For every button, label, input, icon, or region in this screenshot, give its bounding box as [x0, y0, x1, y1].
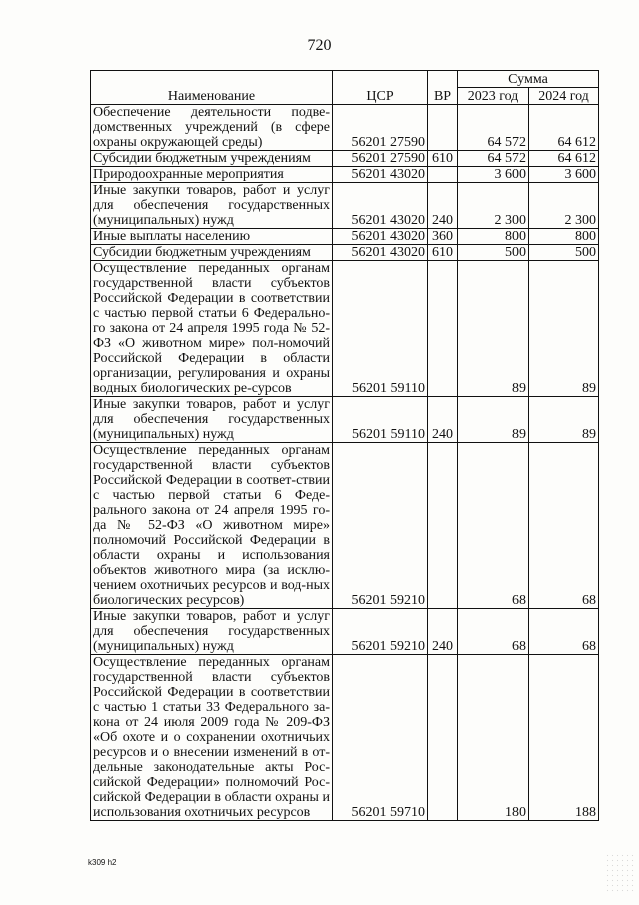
row-sum-2024: 64 612 — [529, 151, 599, 167]
row-sum-2023: 500 — [458, 245, 529, 261]
row-csr: 56201 59710 — [333, 655, 428, 821]
row-sum-2024: 89 — [529, 397, 599, 443]
row-csr: 56201 43020 — [333, 183, 428, 229]
row-csr: 56201 43020 — [333, 229, 428, 245]
table-row — [91, 167, 599, 183]
row-name: Субсидии бюджетным учреждениям — [91, 245, 333, 261]
row-vr: 610 — [428, 151, 458, 167]
row-csr: 56201 59110 — [333, 397, 428, 443]
table-row — [91, 397, 599, 443]
table-row — [91, 183, 599, 229]
row-sum-2023: 68 — [458, 443, 529, 609]
table-row — [91, 105, 599, 151]
table-row — [91, 245, 599, 261]
row-vr: 240 — [428, 183, 458, 229]
row-sum-2023: 3 600 — [458, 167, 529, 183]
row-name: Иные закупки товаров, работ и услуг для обеспечения государственных (муниципальных) нужд — [91, 609, 333, 655]
row-sum-2024: 89 — [529, 261, 599, 397]
row-name: Природоохранные мероприятия — [91, 167, 333, 183]
header-vr: ВР — [428, 71, 458, 105]
row-sum-2023: 2 300 — [458, 183, 529, 229]
row-sum-2024: 64 612 — [529, 105, 599, 151]
table-row — [91, 609, 599, 655]
row-name: Обеспечение деятельности подве-домственных учреждений (в сфере охраны окружающей среды) — [91, 105, 333, 151]
row-sum-2024: 68 — [529, 609, 599, 655]
table-row — [91, 229, 599, 245]
row-csr: 56201 43020 — [333, 167, 428, 183]
row-csr: 56201 43020 — [333, 245, 428, 261]
row-name: Осуществление переданных органам государственной власти субъектов Российской Федерации в соответ-ствии с частью первой статьи 6 Феде-рального закона от 24 апреля 1995 го-да № 52-ФЗ «О животном мире» полномочий Российской Федерации в области охраны и использования объектов животного мира (за исклю-чением охотничьих ресурсов и вод-ных биологических ресурсов) — [91, 443, 333, 609]
header-sum: Сумма — [458, 71, 599, 88]
row-vr: 240 — [428, 609, 458, 655]
table-row — [91, 443, 599, 609]
row-name: Субсидии бюджетным учреждениям — [91, 151, 333, 167]
row-name: Осуществление переданных органам государственной власти субъектов Российской Федерации в соответствии с частью первой статьи 6 Федерально-го закона от 24 апреля 1995 года № 52-ФЗ «О животном мире» пол-номочий Российской Федерации в области организации, регулирования и охраны водных биологических ре-сурсов — [91, 261, 333, 397]
row-csr: 56201 27590 — [333, 105, 428, 151]
row-name: Иные закупки товаров, работ и услуг для обеспечения государственных (муниципальных) нужд — [91, 183, 333, 229]
row-vr — [428, 655, 458, 821]
row-vr — [428, 167, 458, 183]
row-vr — [428, 443, 458, 609]
row-vr — [428, 105, 458, 151]
header-year-2023: 2023 год — [458, 88, 529, 105]
table-row — [91, 655, 599, 821]
row-vr: 360 — [428, 229, 458, 245]
row-sum-2024: 500 — [529, 245, 599, 261]
scan-noise — [605, 853, 635, 893]
row-vr: 240 — [428, 397, 458, 443]
row-sum-2023: 68 — [458, 609, 529, 655]
row-sum-2024: 2 300 — [529, 183, 599, 229]
row-vr — [428, 261, 458, 397]
row-sum-2023: 64 572 — [458, 151, 529, 167]
row-name: Иные закупки товаров, работ и услуг для обеспечения государственных (муниципальных) нужд — [91, 397, 333, 443]
header-csr: ЦСР — [333, 71, 428, 105]
budget-table — [90, 70, 599, 821]
table-row — [91, 151, 599, 167]
row-sum-2024: 188 — [529, 655, 599, 821]
row-sum-2023: 89 — [458, 261, 529, 397]
row-csr: 56201 59110 — [333, 261, 428, 397]
row-sum-2023: 800 — [458, 229, 529, 245]
row-name: Иные выплаты населению — [91, 229, 333, 245]
table-row — [91, 261, 599, 397]
page-number: 720 — [307, 37, 332, 54]
row-sum-2023: 89 — [458, 397, 529, 443]
row-sum-2024: 68 — [529, 443, 599, 609]
header-year-2024: 2024 год — [529, 88, 599, 105]
row-sum-2023: 64 572 — [458, 105, 529, 151]
footer-code: k309 h2 — [88, 858, 117, 867]
row-sum-2024: 800 — [529, 229, 599, 245]
header-name: Наименование — [91, 71, 333, 105]
table-header-row — [91, 71, 599, 88]
row-vr: 610 — [428, 245, 458, 261]
row-sum-2024: 3 600 — [529, 167, 599, 183]
row-csr: 56201 59210 — [333, 609, 428, 655]
row-csr: 56201 27590 — [333, 151, 428, 167]
row-name: Осуществление переданных органам государственной власти субъектов Российской Федерации в соответствии с частью 1 статьи 33 Федерального за-кона от 24 июля 2009 года № 209-ФЗ «Об охоте и о сохранении охотничьих ресурсов и о внесении изменений в от-дельные законодательные акты Рос-сийской Федерации» полномочий Рос-сийской Федерации в области охраны и использования охотничьих ресурсов — [91, 655, 333, 821]
row-sum-2023: 180 — [458, 655, 529, 821]
row-csr: 56201 59210 — [333, 443, 428, 609]
